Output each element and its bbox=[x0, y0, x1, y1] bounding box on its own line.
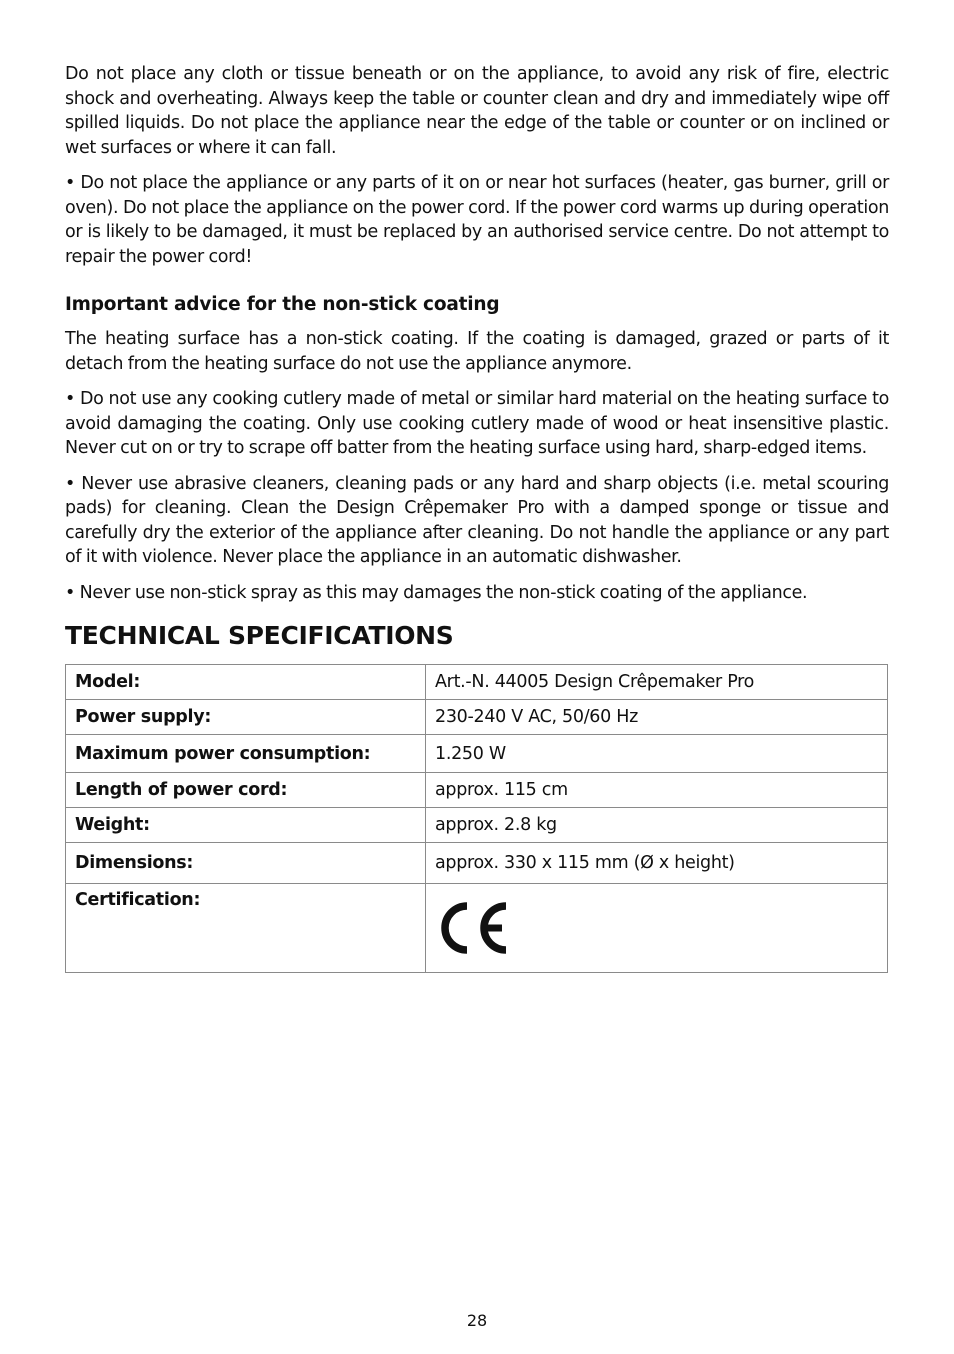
technical-specifications-heading: TECHNICAL SPECIFICATIONS bbox=[65, 621, 454, 650]
paragraph-coating-damage: The heating surface has a non-stick coating. If the coating is damaged, grazed or parts of it detach from the heating surface do not use the appliance anymore. bbox=[65, 329, 889, 374]
spec-row-certification bbox=[66, 884, 888, 973]
spec-label: Length of power cord: bbox=[66, 773, 426, 808]
spec-row-dimensions bbox=[66, 843, 888, 884]
paragraph-cleaning: • Never use abrasive cleaners, cleaning pads or any hard and sharp objects (i.e. metal scouring pads) for cleaning. Clean the Design Crêpemaker Pro with a damped sponge or tissue and carefully dry the exterior of the appliance after cleaning. Do not handle the appliance or any part of it with violence. Never place the appliance in an automatic dishwasher. bbox=[65, 473, 889, 567]
spec-value: 230-240 V AC, 50/60 Hz bbox=[426, 700, 888, 735]
spec-label: Power supply: bbox=[66, 700, 426, 735]
page-number: 28 bbox=[466, 1311, 488, 1330]
paragraph-spray: • Never use non-stick spray as this may damages the non-stick coating of the appliance. bbox=[65, 582, 808, 603]
spec-row-power-supply bbox=[66, 700, 888, 735]
paragraph-hot-surfaces: • Do not place the appliance or any parts of it on or near hot surfaces (heater, gas burner, grill or oven). Do not place the appliance on the power cord. If the power cord warms up during operation or is likely to be damaged, it must be replaced by an authorised service centre. Do not attempt to repair the power cord! bbox=[65, 173, 889, 267]
spec-label: Weight: bbox=[66, 808, 426, 843]
spec-row-model bbox=[66, 665, 888, 700]
spec-row-power-consumption bbox=[66, 735, 888, 773]
spec-row-cord-length bbox=[66, 773, 888, 808]
specifications-table bbox=[65, 664, 888, 973]
coating-heading: Important advice for the non-stick coating bbox=[65, 294, 500, 315]
paragraph-cutlery: • Do not use any cooking cutlery made of metal or similar hard material on the heating surface to avoid damaging the coating. Only use cooking cutlery made of wood or heat insensitive plastic. Never cut on or try to scrape off batter from the heating surface using hard, sharp-edged items. bbox=[65, 389, 889, 458]
manual-page bbox=[65, 62, 889, 973]
spec-value-certification bbox=[426, 884, 888, 973]
spec-value: approx. 2.8 kg bbox=[426, 808, 888, 843]
spec-value: approx. 115 cm bbox=[426, 773, 888, 808]
ce-mark-icon bbox=[437, 902, 509, 954]
spec-label: Model: bbox=[66, 665, 426, 700]
spec-label: Dimensions: bbox=[66, 843, 426, 884]
spec-row-weight bbox=[66, 808, 888, 843]
spec-value: approx. 330 x 115 mm (Ø x height) bbox=[426, 843, 888, 884]
paragraph-cloth-warning: Do not place any cloth or tissue beneath or on the appliance, to avoid any risk of fire, electric shock and overheating. Always keep the table or counter clean and dry and immediately wipe off spilled liquids. Do not place the appliance near the edge of the table or counter or on inclined or wet surfaces or where it can fall. bbox=[65, 64, 889, 158]
spec-value: 1.250 W bbox=[426, 735, 888, 773]
spec-label: Certification: bbox=[66, 884, 426, 973]
spec-value: Art.-N. 44005 Design Crêpemaker Pro bbox=[426, 665, 888, 700]
spec-label: Maximum power consumption: bbox=[66, 735, 426, 773]
